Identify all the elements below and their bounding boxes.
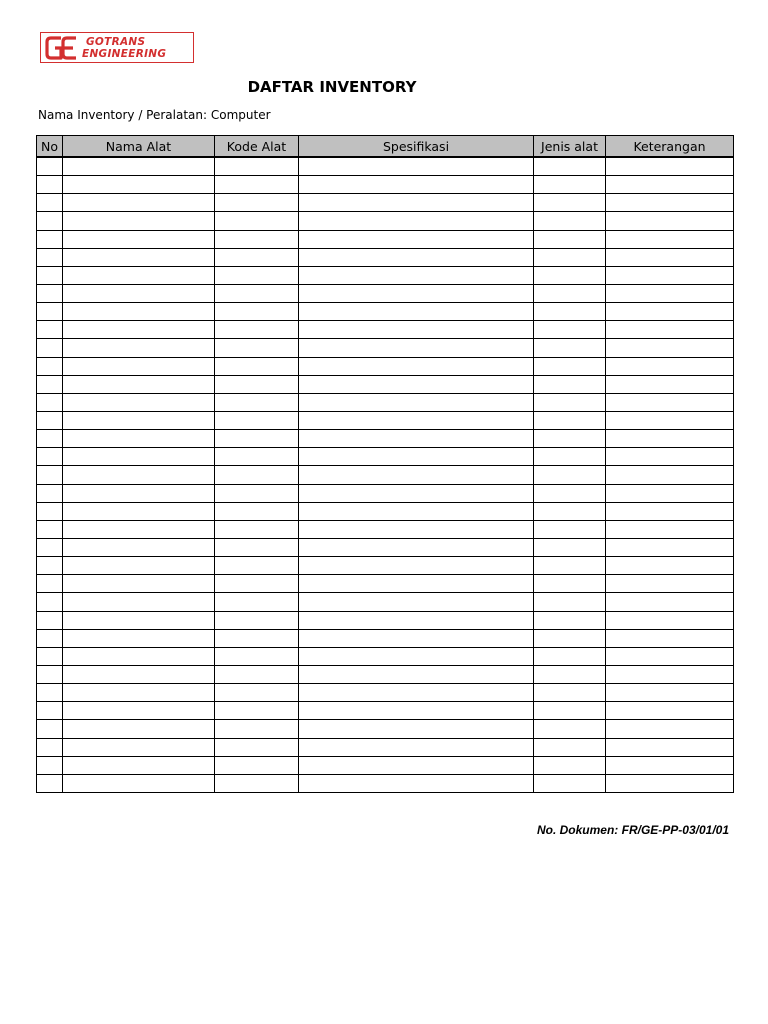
- cell-kode-alat[interactable]: [215, 248, 299, 266]
- cell-kode-alat[interactable]: [215, 575, 299, 593]
- table-row: [37, 194, 734, 212]
- cell-jenis-alat[interactable]: [534, 375, 606, 393]
- table-row: [37, 411, 734, 429]
- cell-kode-alat[interactable]: [215, 266, 299, 284]
- cell-nama-alat[interactable]: [63, 284, 215, 302]
- cell-nama-alat[interactable]: [63, 321, 215, 339]
- cell-nama-alat[interactable]: [63, 575, 215, 593]
- cell-keterangan[interactable]: [606, 194, 734, 212]
- cell-jenis-alat[interactable]: [534, 575, 606, 593]
- cell-kode-alat[interactable]: [215, 738, 299, 756]
- cell-spesifikasi[interactable]: [299, 284, 534, 302]
- cell-kode-alat[interactable]: [215, 357, 299, 375]
- cell-nama-alat[interactable]: [63, 393, 215, 411]
- cell-no[interactable]: [37, 212, 63, 230]
- document-number: No. Dokumen: FR/GE-PP-03/01/01: [536, 823, 729, 837]
- cell-keterangan[interactable]: [606, 774, 734, 792]
- cell-no[interactable]: [37, 303, 63, 321]
- cell-keterangan[interactable]: [606, 339, 734, 357]
- cell-jenis-alat[interactable]: [534, 321, 606, 339]
- cell-spesifikasi[interactable]: [299, 557, 534, 575]
- cell-nama-alat[interactable]: [63, 375, 215, 393]
- cell-no[interactable]: [37, 520, 63, 538]
- table-row: [37, 248, 734, 266]
- column-header-no: No: [37, 136, 63, 158]
- cell-no[interactable]: [37, 593, 63, 611]
- cell-keterangan[interactable]: [606, 321, 734, 339]
- cell-nama-alat[interactable]: [63, 357, 215, 375]
- cell-jenis-alat[interactable]: [534, 720, 606, 738]
- cell-spesifikasi[interactable]: [299, 484, 534, 502]
- cell-nama-alat[interactable]: [63, 756, 215, 774]
- cell-keterangan[interactable]: [606, 665, 734, 683]
- cell-no[interactable]: [37, 738, 63, 756]
- cell-jenis-alat[interactable]: [534, 484, 606, 502]
- cell-spesifikasi[interactable]: [299, 756, 534, 774]
- table-row: [37, 430, 734, 448]
- cell-nama-alat[interactable]: [63, 629, 215, 647]
- cell-jenis-alat[interactable]: [534, 176, 606, 194]
- cell-keterangan[interactable]: [606, 176, 734, 194]
- column-header-jenis-alat: Jenis alat: [534, 136, 606, 158]
- table-row: [37, 520, 734, 538]
- cell-spesifikasi[interactable]: [299, 502, 534, 520]
- cell-kode-alat[interactable]: [215, 611, 299, 629]
- cell-kode-alat[interactable]: [215, 557, 299, 575]
- cell-no[interactable]: [37, 176, 63, 194]
- table-row: [37, 774, 734, 792]
- table-row: [37, 629, 734, 647]
- cell-kode-alat[interactable]: [215, 284, 299, 302]
- cell-jenis-alat[interactable]: [534, 194, 606, 212]
- cell-spesifikasi[interactable]: [299, 611, 534, 629]
- table-row: [37, 303, 734, 321]
- cell-spesifikasi[interactable]: [299, 230, 534, 248]
- cell-kode-alat[interactable]: [215, 502, 299, 520]
- cell-nama-alat[interactable]: [63, 665, 215, 683]
- cell-jenis-alat[interactable]: [534, 266, 606, 284]
- cell-nama-alat[interactable]: [63, 448, 215, 466]
- cell-kode-alat[interactable]: [215, 212, 299, 230]
- column-header-nama-alat: Nama Alat: [63, 136, 215, 158]
- cell-jenis-alat[interactable]: [534, 393, 606, 411]
- cell-keterangan[interactable]: [606, 157, 734, 176]
- cell-spesifikasi[interactable]: [299, 266, 534, 284]
- cell-keterangan[interactable]: [606, 212, 734, 230]
- cell-jenis-alat[interactable]: [534, 303, 606, 321]
- cell-spesifikasi[interactable]: [299, 629, 534, 647]
- cell-no[interactable]: [37, 538, 63, 556]
- cell-jenis-alat[interactable]: [534, 557, 606, 575]
- inventory-table: [36, 135, 734, 793]
- cell-kode-alat[interactable]: [215, 629, 299, 647]
- cell-keterangan[interactable]: [606, 738, 734, 756]
- table-row: [37, 357, 734, 375]
- cell-keterangan[interactable]: [606, 502, 734, 520]
- cell-kode-alat[interactable]: [215, 230, 299, 248]
- cell-no[interactable]: [37, 557, 63, 575]
- cell-spesifikasi[interactable]: [299, 157, 534, 176]
- table-row: [37, 502, 734, 520]
- cell-jenis-alat[interactable]: [534, 230, 606, 248]
- cell-spesifikasi[interactable]: [299, 375, 534, 393]
- cell-jenis-alat[interactable]: [534, 212, 606, 230]
- cell-keterangan[interactable]: [606, 593, 734, 611]
- cell-keterangan[interactable]: [606, 448, 734, 466]
- document-title: DAFTAR INVENTORY: [247, 78, 417, 96]
- cell-nama-alat[interactable]: [63, 684, 215, 702]
- table-row: [37, 230, 734, 248]
- cell-jenis-alat[interactable]: [534, 357, 606, 375]
- table-row: [37, 538, 734, 556]
- cell-jenis-alat[interactable]: [534, 702, 606, 720]
- cell-kode-alat[interactable]: [215, 647, 299, 665]
- cell-keterangan[interactable]: [606, 484, 734, 502]
- cell-no[interactable]: [37, 321, 63, 339]
- cell-kode-alat[interactable]: [215, 774, 299, 792]
- table-row: [37, 339, 734, 357]
- cell-kode-alat[interactable]: [215, 339, 299, 357]
- cell-nama-alat[interactable]: [63, 176, 215, 194]
- cell-no[interactable]: [37, 194, 63, 212]
- cell-no[interactable]: [37, 611, 63, 629]
- table-row: [37, 647, 734, 665]
- table-row: [37, 157, 734, 176]
- cell-nama-alat[interactable]: [63, 339, 215, 357]
- cell-nama-alat[interactable]: [63, 702, 215, 720]
- cell-jenis-alat[interactable]: [534, 339, 606, 357]
- cell-keterangan[interactable]: [606, 393, 734, 411]
- cell-spesifikasi[interactable]: [299, 575, 534, 593]
- cell-jenis-alat[interactable]: [534, 629, 606, 647]
- cell-nama-alat[interactable]: [63, 230, 215, 248]
- inventory-name-label: Nama Inventory / Peralatan: Computer: [38, 108, 271, 122]
- cell-no[interactable]: [37, 466, 63, 484]
- logo-text-line1: GOTRANS: [86, 36, 146, 48]
- cell-kode-alat[interactable]: [215, 520, 299, 538]
- cell-kode-alat[interactable]: [215, 375, 299, 393]
- cell-kode-alat[interactable]: [215, 303, 299, 321]
- cell-spesifikasi[interactable]: [299, 538, 534, 556]
- cell-nama-alat[interactable]: [63, 266, 215, 284]
- cell-kode-alat[interactable]: [215, 684, 299, 702]
- cell-no[interactable]: [37, 684, 63, 702]
- company-logo: [40, 32, 194, 63]
- cell-kode-alat[interactable]: [215, 393, 299, 411]
- cell-spesifikasi[interactable]: [299, 194, 534, 212]
- cell-jenis-alat[interactable]: [534, 430, 606, 448]
- cell-jenis-alat[interactable]: [534, 157, 606, 176]
- cell-nama-alat[interactable]: [63, 520, 215, 538]
- cell-spesifikasi[interactable]: [299, 212, 534, 230]
- cell-nama-alat[interactable]: [63, 774, 215, 792]
- cell-no[interactable]: [37, 774, 63, 792]
- cell-keterangan[interactable]: [606, 411, 734, 429]
- cell-kode-alat[interactable]: [215, 484, 299, 502]
- cell-no[interactable]: [37, 375, 63, 393]
- cell-jenis-alat[interactable]: [534, 248, 606, 266]
- cell-nama-alat[interactable]: [63, 484, 215, 502]
- cell-no[interactable]: [37, 756, 63, 774]
- cell-nama-alat[interactable]: [63, 538, 215, 556]
- cell-no[interactable]: [37, 230, 63, 248]
- cell-kode-alat[interactable]: [215, 321, 299, 339]
- table-row: [37, 684, 734, 702]
- cell-spesifikasi[interactable]: [299, 303, 534, 321]
- cell-spesifikasi[interactable]: [299, 411, 534, 429]
- cell-spesifikasi[interactable]: [299, 466, 534, 484]
- cell-no[interactable]: [37, 357, 63, 375]
- table-row: [37, 266, 734, 284]
- table-row: [37, 611, 734, 629]
- cell-nama-alat[interactable]: [63, 647, 215, 665]
- cell-kode-alat[interactable]: [215, 176, 299, 194]
- cell-jenis-alat[interactable]: [534, 466, 606, 484]
- cell-no[interactable]: [37, 647, 63, 665]
- table-row: [37, 702, 734, 720]
- cell-nama-alat[interactable]: [63, 212, 215, 230]
- cell-jenis-alat[interactable]: [534, 520, 606, 538]
- cell-keterangan[interactable]: [606, 647, 734, 665]
- table-row: [37, 375, 734, 393]
- cell-jenis-alat[interactable]: [534, 411, 606, 429]
- cell-keterangan[interactable]: [606, 538, 734, 556]
- logo-text-line2: ENGINEERING: [82, 48, 167, 60]
- cell-kode-alat[interactable]: [215, 430, 299, 448]
- cell-spesifikasi[interactable]: [299, 702, 534, 720]
- table-row: [37, 448, 734, 466]
- cell-jenis-alat[interactable]: [534, 448, 606, 466]
- cell-nama-alat[interactable]: [63, 557, 215, 575]
- cell-no[interactable]: [37, 430, 63, 448]
- cell-spesifikasi[interactable]: [299, 176, 534, 194]
- cell-spesifikasi[interactable]: [299, 665, 534, 683]
- cell-spesifikasi[interactable]: [299, 593, 534, 611]
- cell-jenis-alat[interactable]: [534, 284, 606, 302]
- table-row: [37, 176, 734, 194]
- cell-spesifikasi[interactable]: [299, 684, 534, 702]
- cell-kode-alat[interactable]: [215, 194, 299, 212]
- cell-kode-alat[interactable]: [215, 702, 299, 720]
- cell-kode-alat[interactable]: [215, 157, 299, 176]
- cell-nama-alat[interactable]: [63, 430, 215, 448]
- table-row: [37, 393, 734, 411]
- cell-keterangan[interactable]: [606, 230, 734, 248]
- cell-jenis-alat[interactable]: [534, 538, 606, 556]
- cell-spesifikasi[interactable]: [299, 430, 534, 448]
- table-row: [37, 212, 734, 230]
- cell-no[interactable]: [37, 339, 63, 357]
- table-header-row: [37, 136, 734, 158]
- cell-no[interactable]: [37, 720, 63, 738]
- cell-spesifikasi[interactable]: [299, 248, 534, 266]
- cell-spesifikasi[interactable]: [299, 339, 534, 357]
- cell-no[interactable]: [37, 393, 63, 411]
- cell-keterangan[interactable]: [606, 557, 734, 575]
- cell-no[interactable]: [37, 702, 63, 720]
- table-row: [37, 321, 734, 339]
- column-header-keterangan: Keterangan: [606, 136, 734, 158]
- cell-nama-alat[interactable]: [63, 611, 215, 629]
- cell-spesifikasi[interactable]: [299, 774, 534, 792]
- cell-nama-alat[interactable]: [63, 303, 215, 321]
- cell-kode-alat[interactable]: [215, 538, 299, 556]
- cell-nama-alat[interactable]: [63, 720, 215, 738]
- cell-jenis-alat[interactable]: [534, 738, 606, 756]
- cell-nama-alat[interactable]: [63, 248, 215, 266]
- column-header-spesifikasi: Spesifikasi: [299, 136, 534, 158]
- cell-keterangan[interactable]: [606, 684, 734, 702]
- cell-jenis-alat[interactable]: [534, 774, 606, 792]
- cell-spesifikasi[interactable]: [299, 393, 534, 411]
- cell-no[interactable]: [37, 448, 63, 466]
- cell-no[interactable]: [37, 484, 63, 502]
- cell-keterangan[interactable]: [606, 520, 734, 538]
- cell-keterangan[interactable]: [606, 430, 734, 448]
- cell-keterangan[interactable]: [606, 303, 734, 321]
- cell-nama-alat[interactable]: [63, 157, 215, 176]
- cell-no[interactable]: [37, 266, 63, 284]
- cell-spesifikasi[interactable]: [299, 321, 534, 339]
- cell-spesifikasi[interactable]: [299, 738, 534, 756]
- table-row: [37, 738, 734, 756]
- cell-jenis-alat[interactable]: [534, 502, 606, 520]
- table-row: [37, 593, 734, 611]
- cell-nama-alat[interactable]: [63, 593, 215, 611]
- cell-nama-alat[interactable]: [63, 502, 215, 520]
- cell-keterangan[interactable]: [606, 266, 734, 284]
- cell-keterangan[interactable]: [606, 720, 734, 738]
- cell-spesifikasi[interactable]: [299, 520, 534, 538]
- cell-kode-alat[interactable]: [215, 720, 299, 738]
- cell-jenis-alat[interactable]: [534, 647, 606, 665]
- table-row: [37, 284, 734, 302]
- cell-no[interactable]: [37, 629, 63, 647]
- cell-no[interactable]: [37, 411, 63, 429]
- cell-jenis-alat[interactable]: [534, 756, 606, 774]
- table-row: [37, 720, 734, 738]
- cell-spesifikasi[interactable]: [299, 647, 534, 665]
- cell-keterangan[interactable]: [606, 756, 734, 774]
- cell-spesifikasi[interactable]: [299, 720, 534, 738]
- cell-nama-alat[interactable]: [63, 738, 215, 756]
- cell-keterangan[interactable]: [606, 629, 734, 647]
- cell-spesifikasi[interactable]: [299, 357, 534, 375]
- table-body: [37, 157, 734, 792]
- cell-kode-alat[interactable]: [215, 448, 299, 466]
- cell-keterangan[interactable]: [606, 357, 734, 375]
- gotrans-logo-icon: [45, 36, 79, 60]
- cell-no[interactable]: [37, 157, 63, 176]
- cell-keterangan[interactable]: [606, 248, 734, 266]
- cell-no[interactable]: [37, 248, 63, 266]
- cell-keterangan[interactable]: [606, 702, 734, 720]
- cell-no[interactable]: [37, 665, 63, 683]
- cell-keterangan[interactable]: [606, 611, 734, 629]
- cell-kode-alat[interactable]: [215, 593, 299, 611]
- cell-keterangan[interactable]: [606, 375, 734, 393]
- cell-kode-alat[interactable]: [215, 665, 299, 683]
- column-header-kode-alat: Kode Alat: [215, 136, 299, 158]
- table-row: [37, 665, 734, 683]
- cell-spesifikasi[interactable]: [299, 448, 534, 466]
- cell-nama-alat[interactable]: [63, 466, 215, 484]
- cell-jenis-alat[interactable]: [534, 593, 606, 611]
- cell-jenis-alat[interactable]: [534, 611, 606, 629]
- table-row: [37, 484, 734, 502]
- cell-jenis-alat[interactable]: [534, 665, 606, 683]
- cell-no[interactable]: [37, 284, 63, 302]
- cell-keterangan[interactable]: [606, 575, 734, 593]
- cell-nama-alat[interactable]: [63, 411, 215, 429]
- cell-no[interactable]: [37, 502, 63, 520]
- cell-keterangan[interactable]: [606, 466, 734, 484]
- table-row: [37, 557, 734, 575]
- cell-jenis-alat[interactable]: [534, 684, 606, 702]
- cell-kode-alat[interactable]: [215, 756, 299, 774]
- cell-nama-alat[interactable]: [63, 194, 215, 212]
- cell-keterangan[interactable]: [606, 284, 734, 302]
- table-row: [37, 756, 734, 774]
- table-row: [37, 575, 734, 593]
- cell-kode-alat[interactable]: [215, 411, 299, 429]
- cell-no[interactable]: [37, 575, 63, 593]
- table-row: [37, 466, 734, 484]
- cell-kode-alat[interactable]: [215, 466, 299, 484]
